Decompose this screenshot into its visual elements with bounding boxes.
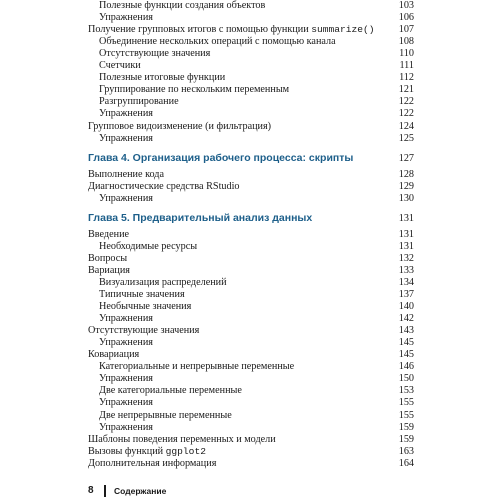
toc-entry-page: 132 (398, 252, 414, 264)
toc-entry-label: Упражнения (99, 421, 153, 433)
toc-entry-label: Выполнение кода (88, 168, 165, 180)
toc-entry-page: 131 (398, 240, 414, 252)
toc-entry-label: Групповое видоизменение (и фильтрация) (88, 120, 272, 132)
page-footer (88, 484, 414, 498)
toc-entry-page: 133 (398, 264, 414, 276)
toc-entry-label-text: Вызовы функций (88, 445, 166, 457)
toc-entry-label: Упражнения (99, 12, 153, 24)
toc-entry[interactable] (88, 397, 414, 409)
toc-entry[interactable] (88, 410, 414, 422)
toc-entry-page: 111 (399, 60, 414, 72)
toc-entry[interactable] (88, 169, 414, 181)
toc-entry[interactable] (88, 229, 414, 241)
toc-entry[interactable] (88, 96, 414, 108)
toc-entry[interactable] (88, 277, 414, 289)
toc-entry-label: Разгруппирование (99, 96, 179, 108)
toc-entry-page: 146 (398, 361, 414, 373)
toc-entry-label: Упражнения (99, 132, 153, 144)
toc-entry-label: Глава 4. Организация рабочего процесса: скрипты (88, 151, 354, 164)
toc-entry[interactable] (88, 458, 414, 470)
toc-entry-label (88, 446, 206, 458)
toc-entry[interactable] (88, 0, 414, 12)
toc-chapter-entry[interactable] (88, 211, 414, 226)
toc-entry[interactable] (88, 36, 414, 48)
toc-entry-label: Две непрерывные переменные (99, 409, 232, 421)
toc-entry-label: Глава 5. Предварительный анализ данных (88, 211, 313, 224)
toc-entry-page: 122 (398, 96, 414, 108)
toc-entry-label: Группирование по нескольким переменным (99, 84, 290, 96)
toc-entry-label: Визуализация распределений (99, 276, 227, 288)
toc-entry[interactable] (88, 349, 414, 361)
toc-entry-label: Шаблоны поведения переменных и модели (88, 433, 276, 445)
toc-entry-page: 159 (398, 421, 414, 433)
toc-entry-label: Категориальные и непрерывные переменные (99, 361, 295, 373)
toc-chapter-entry[interactable] (88, 151, 414, 166)
toc-entry-label: Объединение нескольких операций с помощью канала (99, 36, 336, 48)
toc-entry-page: 103 (398, 0, 414, 11)
toc-entry-page: 131 (398, 228, 414, 240)
toc-entry[interactable] (88, 133, 414, 145)
toc-entry-page: 164 (398, 457, 414, 469)
toc-entry-page: 159 (398, 433, 414, 445)
toc-entry[interactable] (88, 72, 414, 84)
toc-entry-page: 163 (398, 445, 414, 457)
toc-entry[interactable] (88, 48, 414, 60)
toc-entry[interactable] (88, 446, 414, 458)
toc-entry[interactable] (88, 301, 414, 313)
toc-entry-label-code: ggplot2 (165, 445, 206, 457)
toc-entry[interactable] (88, 265, 414, 277)
footer-section-title: Содержание (114, 486, 167, 496)
toc-entry-label: Отсутствующие значения (88, 325, 200, 337)
toc-entry-page: 127 (398, 152, 414, 164)
toc-entry-page: 108 (398, 36, 414, 48)
toc-entry-page: 110 (399, 48, 414, 60)
toc-entry-label: Отсутствующие значения (99, 48, 211, 60)
toc-entry-label: Ковариация (88, 349, 140, 361)
toc-entry-page: 122 (398, 108, 414, 120)
toc-entry-page: 155 (398, 409, 414, 421)
toc-entry-page: 131 (398, 212, 414, 224)
toc-entry-label: Две категориальные переменные (99, 385, 242, 397)
toc-entry[interactable] (88, 253, 414, 265)
toc-entry[interactable] (88, 434, 414, 446)
toc-entry-page: 143 (398, 325, 414, 337)
toc-entry-page: 134 (398, 276, 414, 288)
toc-entry[interactable] (88, 60, 414, 72)
toc-entry-page: 128 (398, 168, 414, 180)
toc-entry-label: Упражнения (99, 337, 153, 349)
toc-entry-label: Необходимые ресурсы (99, 240, 198, 252)
toc-entry-page: 129 (398, 180, 414, 192)
toc-entry[interactable] (88, 241, 414, 253)
toc-entry-label: Упражнения (99, 397, 153, 409)
toc-entry[interactable] (88, 84, 414, 96)
toc-entry[interactable] (88, 12, 414, 24)
toc-entry[interactable] (88, 422, 414, 434)
toc-entry[interactable] (88, 361, 414, 373)
toc-entry-page: 145 (398, 337, 414, 349)
toc-entry-page: 107 (398, 24, 414, 36)
toc-entry[interactable] (88, 289, 414, 301)
toc-entry-label: Дополнительная информация (88, 457, 217, 469)
toc-entry[interactable] (88, 373, 414, 385)
toc-entry-page: 155 (398, 397, 414, 409)
toc-entry-page: 112 (399, 72, 414, 84)
toc-entry-label: Упражнения (99, 313, 153, 325)
toc-entry[interactable] (88, 385, 414, 397)
toc-entry-page: 106 (398, 12, 414, 24)
toc-entry-label-text: Получение групповых итогов с помощью функции (88, 24, 312, 36)
toc-entry-label: Упражнения (99, 373, 153, 385)
toc-entry-page: 153 (398, 385, 414, 397)
toc-entry[interactable] (88, 181, 414, 193)
toc-entry-page: 137 (398, 289, 414, 300)
toc-entry[interactable] (88, 108, 414, 120)
toc-entry-label: Типичные значения (99, 289, 185, 300)
toc-entry[interactable] (88, 193, 414, 205)
toc-entry[interactable] (88, 325, 414, 337)
footer-divider (104, 485, 106, 497)
toc-entry-label: Введение (88, 228, 130, 240)
toc-entry-page: 130 (398, 192, 414, 204)
toc-entry-label: Необычные значения (99, 301, 192, 313)
toc-entry-label: Вариация (88, 264, 130, 276)
toc-entry-label (88, 24, 375, 36)
toc-entry[interactable] (88, 121, 414, 133)
toc-entry-label: Вопросы (88, 252, 128, 264)
toc-entry-label: Упражнения (99, 108, 153, 120)
toc-entry-label: Полезные функции создания объектов (99, 0, 266, 11)
toc-entry[interactable] (88, 337, 414, 349)
toc-entry-page: 150 (398, 373, 414, 385)
toc-entry-label: Упражнения (99, 192, 153, 204)
toc-entry-label: Диагностические средства RStudio (88, 180, 240, 192)
toc-entry-label-code: summarize() (311, 24, 375, 36)
toc-entry-page: 125 (398, 132, 414, 144)
page-number: 8 (88, 485, 94, 496)
toc-entry-label: Счетчики (99, 60, 141, 72)
toc-entry-page: 124 (398, 120, 414, 132)
toc-entry-page: 121 (398, 84, 414, 96)
toc-entry[interactable] (88, 313, 414, 325)
toc-entry-page: 145 (398, 349, 414, 361)
toc-entry-page: 140 (398, 301, 414, 313)
toc-entry[interactable] (88, 24, 414, 36)
toc-entry-page: 142 (398, 313, 414, 325)
toc-entry-label: Полезные итоговые функции (99, 72, 226, 84)
